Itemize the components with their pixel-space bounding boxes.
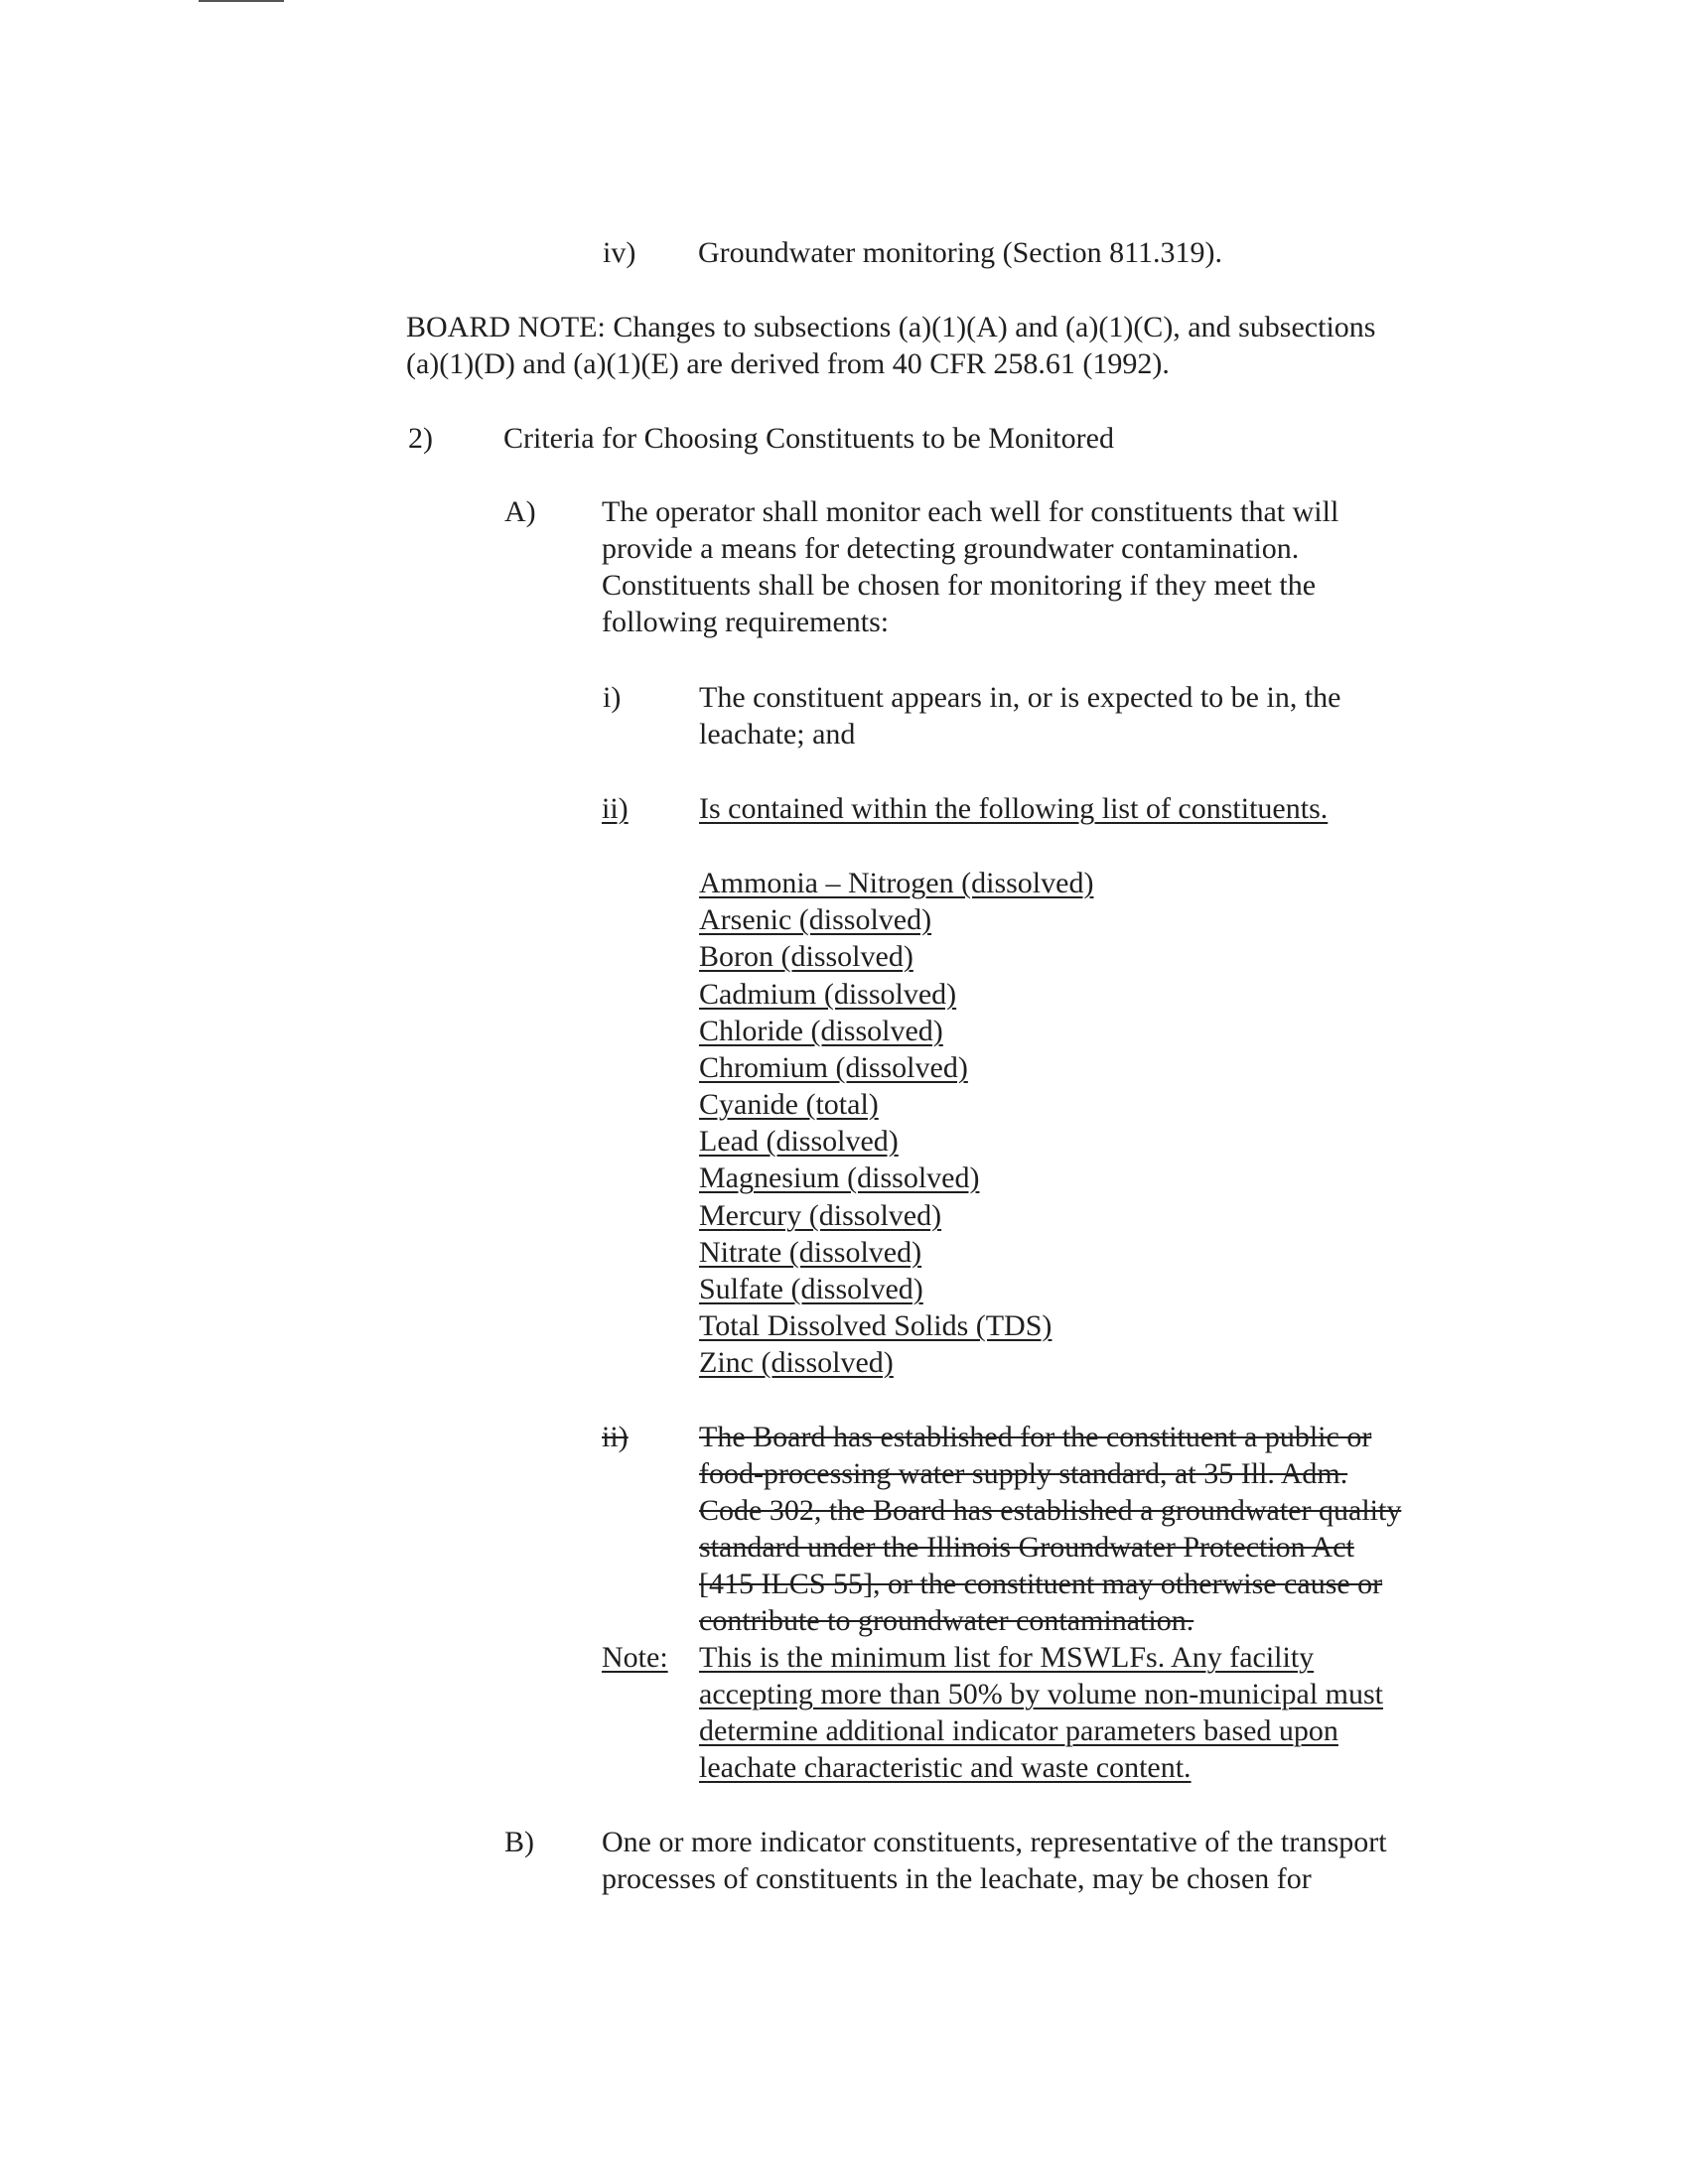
item-ii-new-number: ii) — [602, 792, 629, 825]
item-iv-number: iv) — [603, 236, 636, 269]
item-ii-deleted-line: contribute to groundwater contamination. — [699, 1604, 1194, 1637]
constituent-item: Mercury (dissolved) — [699, 1199, 942, 1232]
constituent-item: Lead (dissolved) — [699, 1125, 899, 1158]
constituent-item: Chloride (dissolved) — [699, 1015, 943, 1047]
constituent-item: Cyanide (total) — [699, 1088, 879, 1121]
constituent-item: Magnesium (dissolved) — [699, 1161, 980, 1194]
constituent-item: Total Dissolved Solids (TDS) — [699, 1309, 1052, 1342]
subsection-b-line: processes of constituents in the leachate, may be chosen for — [602, 1862, 1312, 1895]
board-note-line: BOARD NOTE: Changes to subsections (a)(1)(A) and (a)(1)(C), and subsections — [406, 311, 1376, 343]
item-ii-deleted-line: The Board has established for the constituent a public or — [699, 1421, 1372, 1453]
constituent-item: Nitrate (dissolved) — [699, 1236, 922, 1269]
constituent-item: Zinc (dissolved) — [699, 1346, 894, 1379]
item-ii-deleted-line: [415 ILCS 55], or the constituent may otherwise cause or — [699, 1568, 1383, 1600]
item-iv-text: Groundwater monitoring (Section 811.319). — [698, 236, 1222, 269]
board-note-line: (a)(1)(D) and (a)(1)(E) are derived from 40 CFR 258.61 (1992). — [406, 347, 1170, 380]
note-line: This is the minimum list for MSWLFs. Any facility — [699, 1641, 1315, 1674]
constituent-item: Arsenic (dissolved) — [699, 903, 932, 936]
subsection-a-line: Constituents shall be chosen for monitoring if they meet the — [602, 569, 1317, 602]
item-ii-deleted-number: ii) — [602, 1421, 629, 1453]
subsection-b-line: One or more indicator constituents, representative of the transport — [602, 1826, 1387, 1858]
note-line: leachate characteristic and waste content. — [699, 1751, 1192, 1784]
constituent-item: Cadmium (dissolved) — [699, 978, 957, 1011]
subsection-a-number: A) — [504, 495, 536, 528]
constituent-item: Boron (dissolved) — [699, 940, 913, 973]
item-i-line: The constituent appears in, or is expected to be in, the — [699, 681, 1341, 714]
constituent-item: Chromium (dissolved) — [699, 1051, 968, 1084]
scan-mark — [199, 0, 284, 2]
subsection-a-line: provide a means for detecting groundwater contamination. — [602, 532, 1300, 565]
section-2-number: 2) — [408, 422, 433, 455]
item-ii-deleted-line: food-processing water supply standard, at 35 Ill. Adm. — [699, 1457, 1348, 1490]
item-i-line: leachate; and — [699, 718, 856, 751]
item-ii-deleted-line: Code 302, the Board has established a groundwater quality — [699, 1494, 1402, 1527]
constituent-item: Sulfate (dissolved) — [699, 1273, 923, 1305]
section-2-heading: Criteria for Choosing Constituents to be Monitored — [503, 422, 1114, 455]
item-ii-deleted-line: standard under the Illinois Groundwater Protection Act — [699, 1531, 1354, 1564]
item-i-number: i) — [603, 681, 622, 714]
subsection-a-line: The operator shall monitor each well for constituents that will — [602, 495, 1339, 528]
constituent-item: Ammonia – Nitrogen (dissolved) — [699, 867, 1094, 899]
note-label: Note: — [602, 1641, 668, 1674]
note-line: accepting more than 50% by volume non-municipal must — [699, 1678, 1384, 1710]
note-line: determine additional indicator parameters based upon — [699, 1714, 1338, 1747]
subsection-b-number: B) — [504, 1826, 534, 1858]
item-ii-new-text: Is contained within the following list of constituents. — [699, 792, 1329, 825]
subsection-a-line: following requirements: — [602, 606, 890, 638]
